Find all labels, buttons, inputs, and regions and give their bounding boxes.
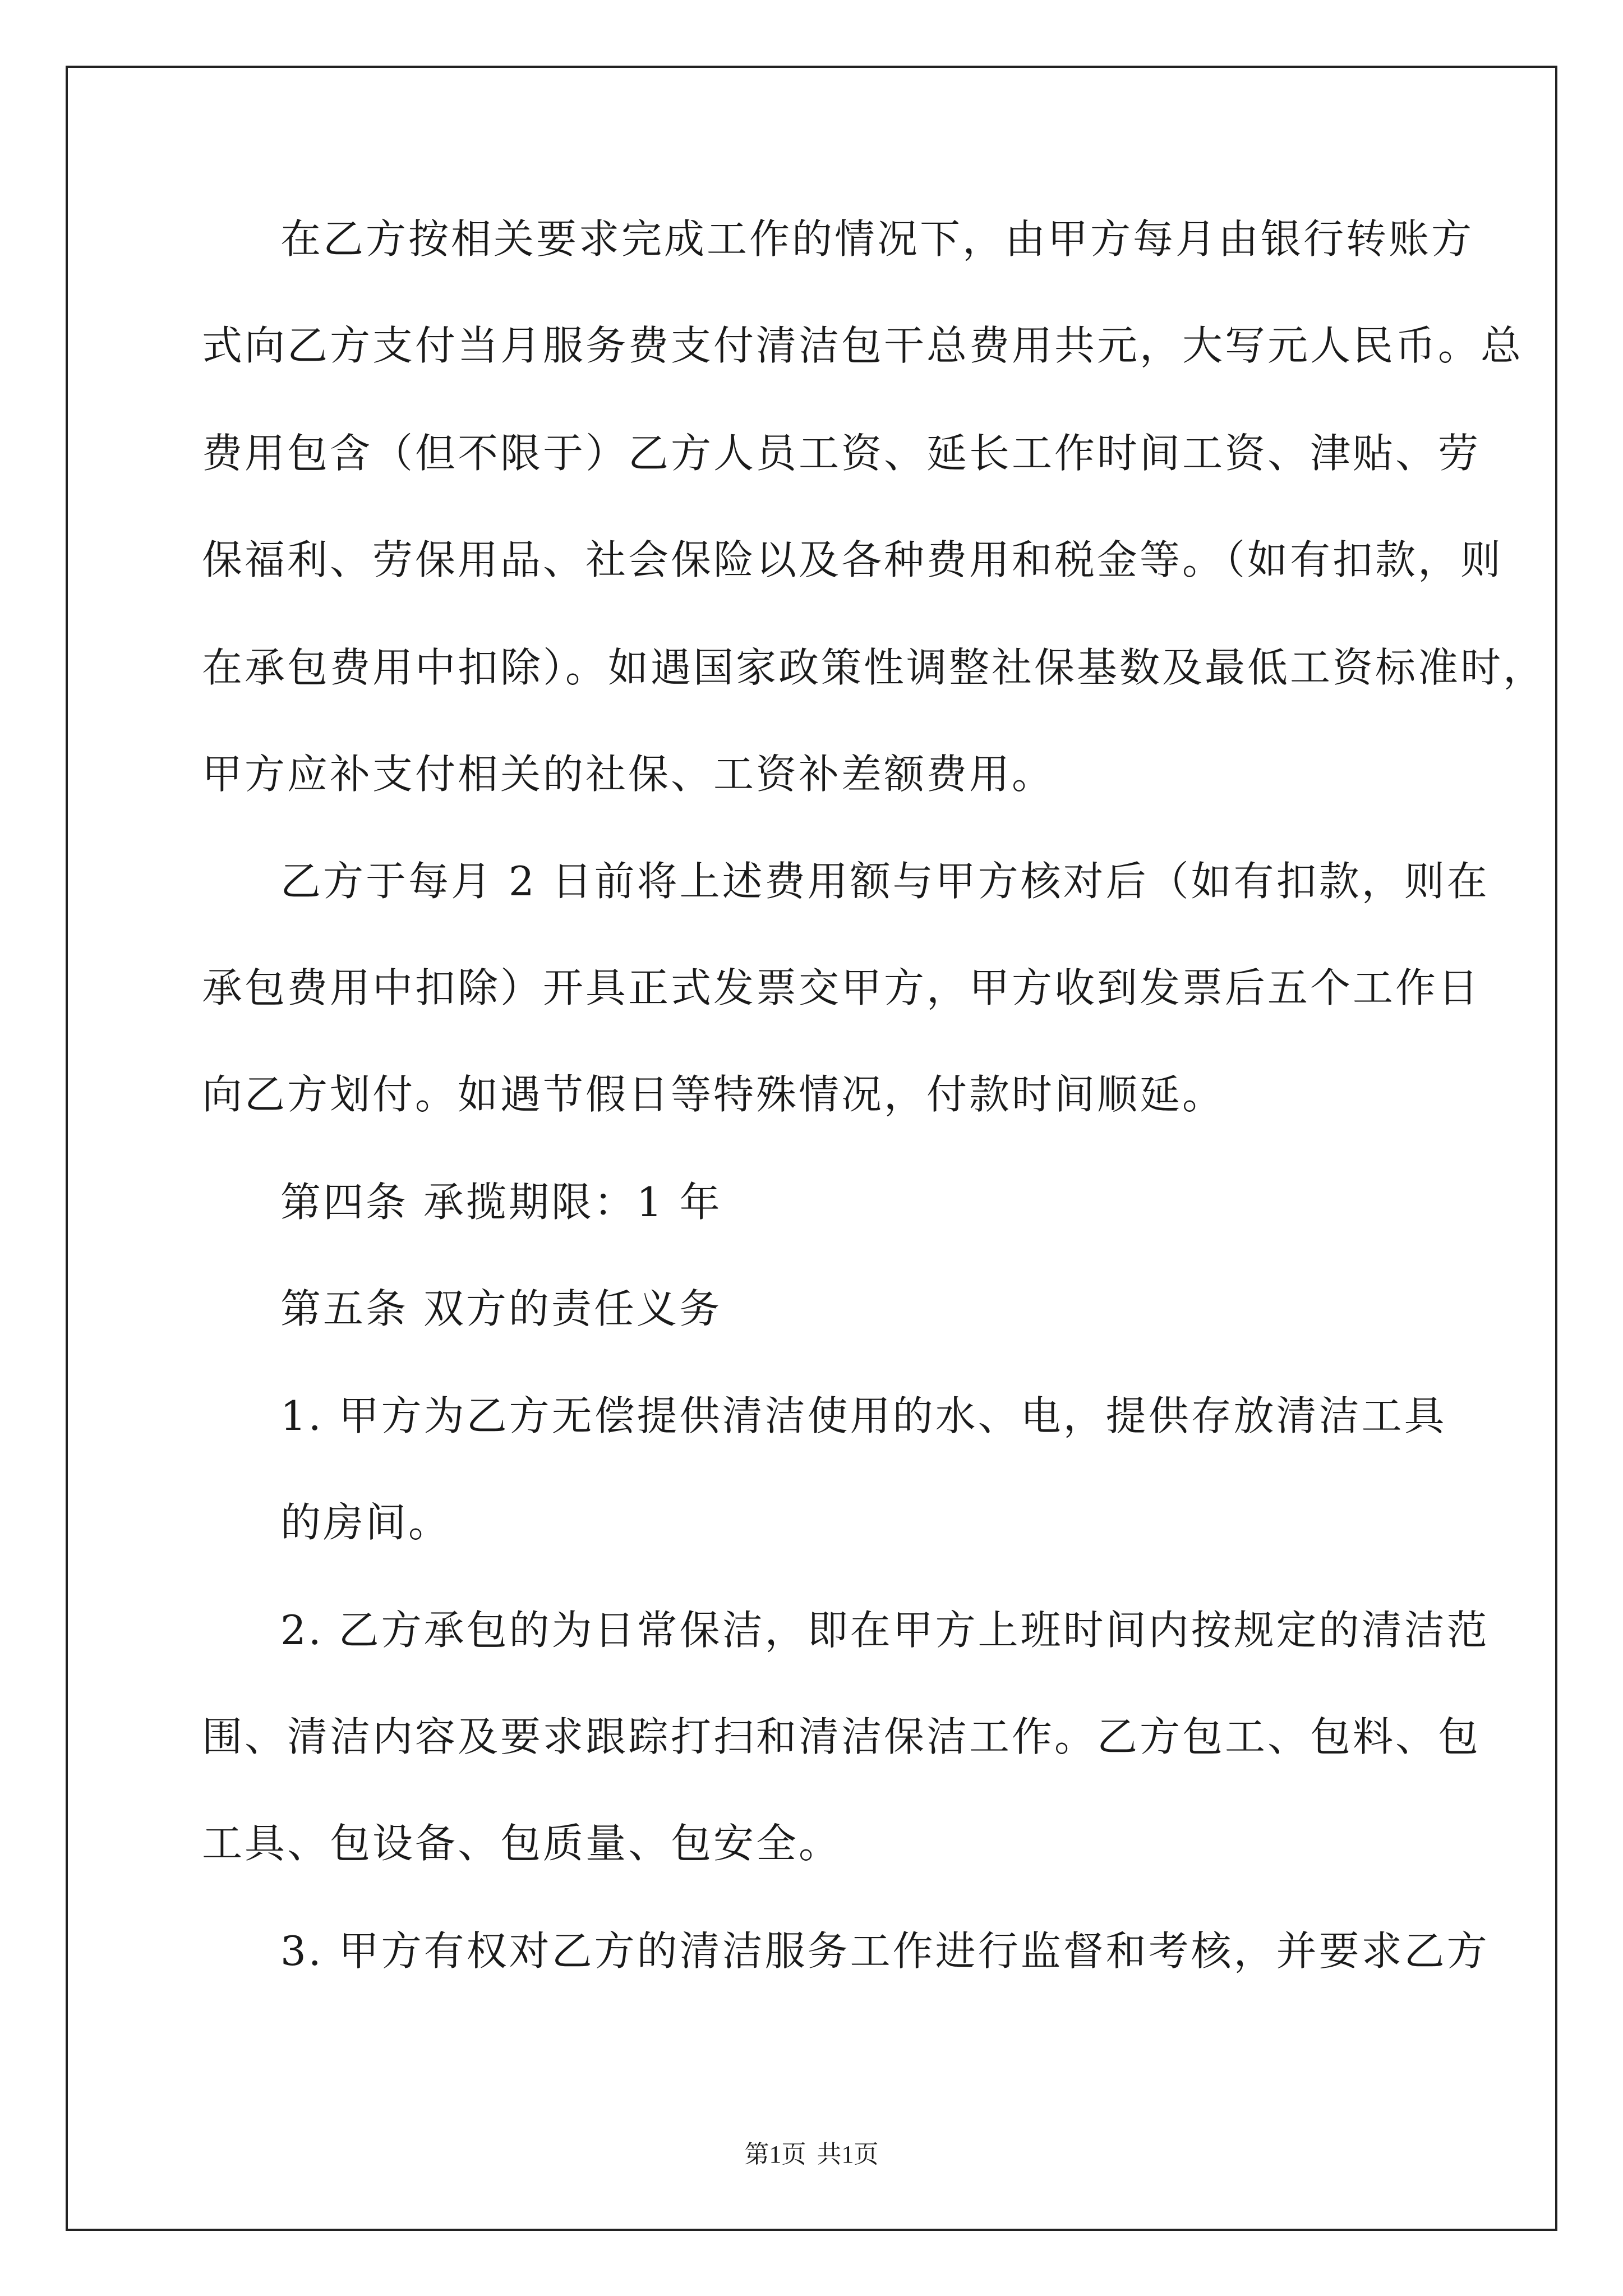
item-2-line-2: 围、清洁内容及要求跟踪打扫和清洁保洁工作。乙方包工、包料、包 — [202, 1713, 1481, 1760]
page-border — [66, 66, 1557, 2231]
paragraph-1-line-4: 保福利、劳保用品、社会保险以及各种费用和税金等。（如有扣款，则 — [202, 536, 1504, 583]
paragraph-2-line-2: 承包费用中扣除）开具正式发票交甲方，甲方收到发票后五个工作日 — [202, 964, 1481, 1011]
item-2-line-3: 工具、包设备、包质量、包安全。 — [202, 1820, 842, 1867]
paragraph-1-line-3: 费用包含（但不限于）乙方人员工资、延长工作时间工资、津贴、劳 — [202, 430, 1481, 477]
page-number-total: 共1页 — [817, 2141, 879, 2168]
article-5-heading: 第五条 双方的责任义务 — [280, 1285, 722, 1332]
paragraph-2-line-3: 向乙方划付。如遇节假日等特殊情况，付款时间顺延。 — [202, 1071, 1225, 1118]
item-1-line-1: 1. 甲方为乙方无偿提供清洁使用的水、电，提供存放清洁工具 — [280, 1392, 1447, 1439]
paragraph-1-line-6: 甲方应补支付相关的社保、工资补差额费用。 — [202, 751, 1055, 798]
paragraph-1-line-1: 在乙方按相关要求完成工作的情况下，由甲方每月由银行转账方 — [280, 215, 1474, 263]
item-2-line-1: 2. 乙方承包的为日常保洁，即在甲方上班时间内按规定的清洁范 — [280, 1607, 1490, 1654]
article-4-heading: 第四条 承揽期限：1 年 — [280, 1179, 722, 1226]
paragraph-1-line-5: 在承包费用中扣除）。如遇国家政策性调整社保基数及最低工资标准时， — [202, 644, 1546, 691]
paragraph-1-line-2: 式向乙方支付当月服务费支付清洁包干总费用共元，大写元人民币。总 — [202, 322, 1524, 369]
paragraph-2-line-1: 乙方于每月 2 日前将上述费用额与甲方核对后（如有扣款，则在 — [280, 858, 1490, 905]
item-3-line-1: 3. 甲方有权对乙方的清洁服务工作进行监督和考核，并要求乙方 — [280, 1927, 1490, 1975]
page-number-current: 第1页 — [744, 2141, 806, 2168]
page-footer — [0, 2134, 1623, 2170]
item-1-line-2: 的房间。 — [280, 1499, 451, 1546]
